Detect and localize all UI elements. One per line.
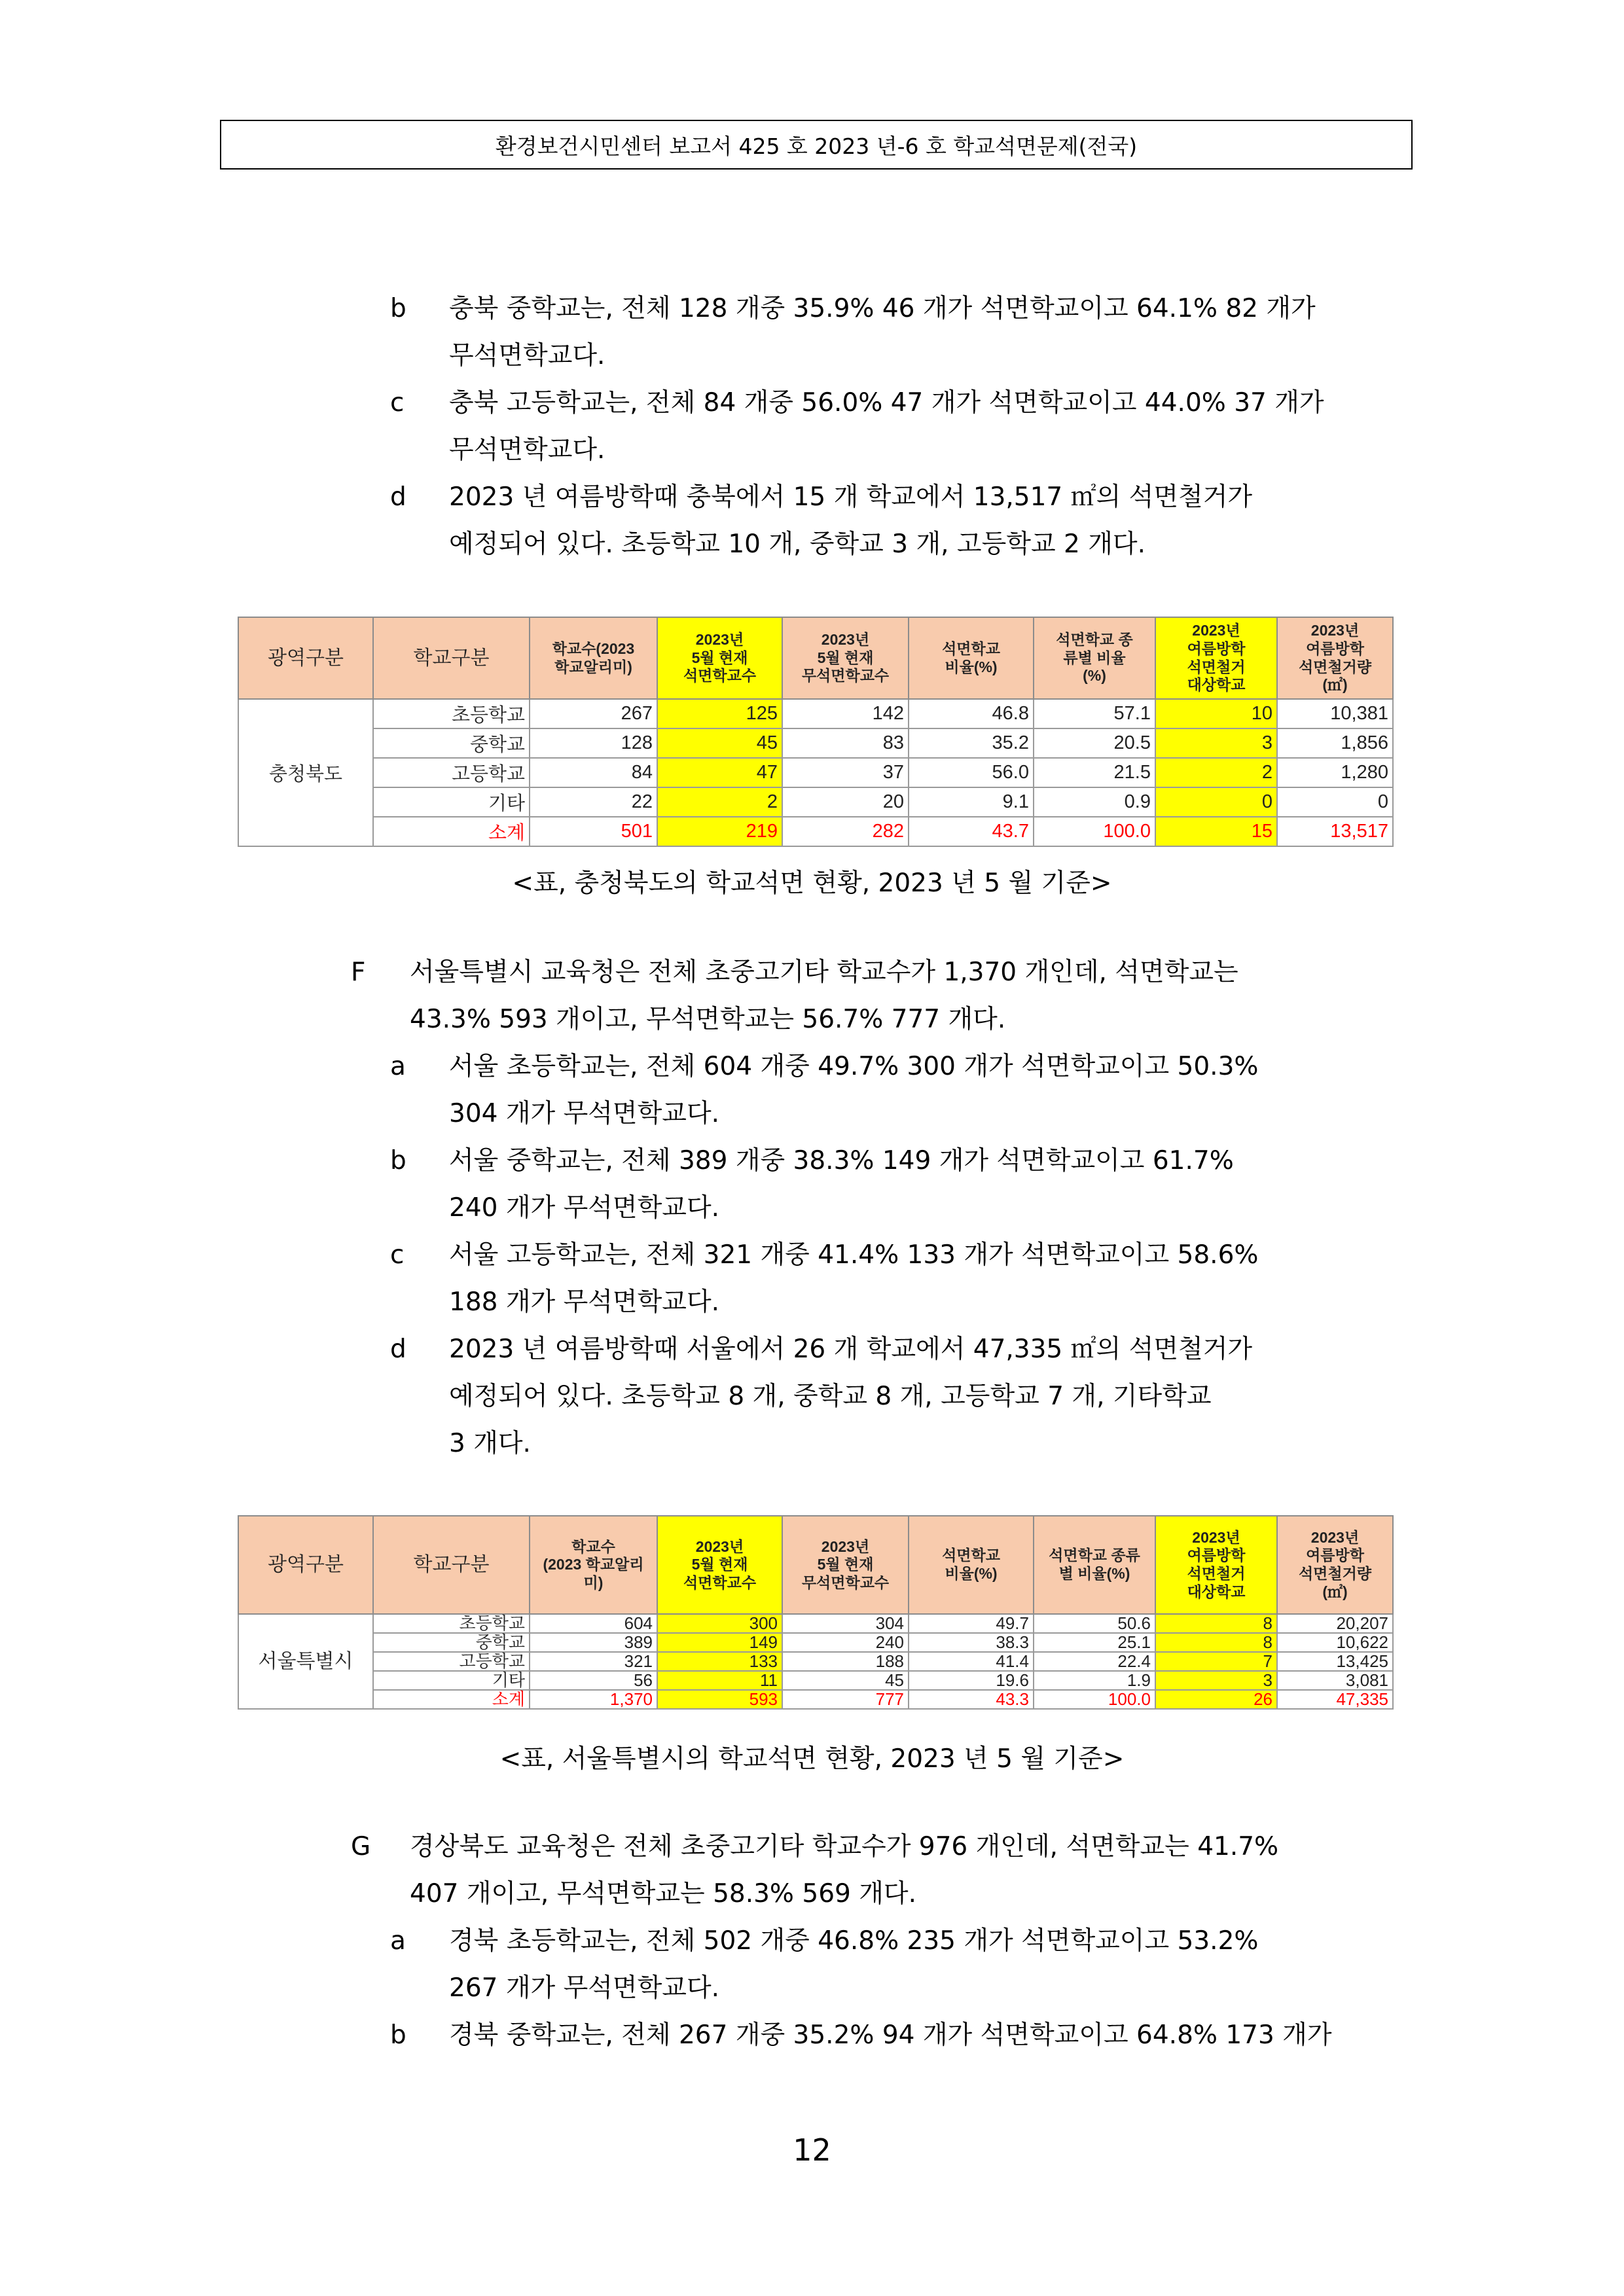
list-text-line: 188 개가 무석면학교다. <box>449 1287 720 1317</box>
table-cell: 125 <box>657 699 782 728</box>
table-cell: 22.4 <box>1034 1652 1155 1671</box>
table-cell: 3 <box>1155 1671 1277 1690</box>
table-cell: 2 <box>657 787 782 817</box>
table-cell: 소계 <box>373 817 530 846</box>
list-text-line: 240 개가 무석면학교다. <box>449 1193 720 1223</box>
table-cell: 1,856 <box>1277 728 1393 758</box>
table-cell: 777 <box>782 1690 909 1709</box>
col-header-asbestos-schools: 2023년 5월 현재 석면학교수 <box>657 1516 782 1614</box>
table1-caption: <표, 충청북도의 학교석면 현황, 2023 년 5 월 기준> <box>512 869 1112 898</box>
table-cell: 0 <box>1277 787 1393 817</box>
col-header-removal-area: 2023년 여름방학 석면철거량 (㎡) <box>1277 1516 1393 1614</box>
table-cell: 13,425 <box>1277 1652 1393 1671</box>
table-cell: 중학교 <box>373 728 530 758</box>
table-cell: 7 <box>1155 1652 1277 1671</box>
list-marker: a <box>390 1926 406 1956</box>
table-row <box>238 728 1393 758</box>
section-text-line: 407 개이고, 무석면학교는 58.3% 569 개다. <box>410 1879 916 1909</box>
table-cell: 26 <box>1155 1690 1277 1709</box>
section-text-line: 서울특별시 교육청은 전체 초중고기타 학교수가 1,370 개인데, 석면학교는 <box>410 958 1238 987</box>
table-cell: 소계 <box>373 1690 530 1709</box>
chungbuk-asbestos-table <box>238 617 1394 847</box>
list-text-line: 서울 고등학교는, 전체 321 개중 41.4% 133 개가 석면학교이고 58.6% <box>449 1240 1259 1270</box>
table-cell: 47 <box>657 758 782 787</box>
list-marker: b <box>390 2020 406 2050</box>
list-marker: b <box>390 294 406 323</box>
col-header-region: 광역구분 <box>238 617 373 699</box>
table-cell: 3 <box>1155 728 1277 758</box>
col-header-region: 광역구분 <box>238 1516 373 1614</box>
table-cell: 389 <box>530 1633 657 1652</box>
table-cell: 45 <box>657 728 782 758</box>
list-text-line: 충북 중학교는, 전체 128 개중 35.9% 46 개가 석면학교이고 64.1% 82 개가 <box>449 294 1316 323</box>
col-header-non-asbestos-schools: 2023년 5월 현재 무석면학교수 <box>782 617 909 699</box>
list-marker: c <box>390 1240 405 1270</box>
list-text-line: 서울 초등학교는, 전체 604 개중 49.7% 300 개가 석면학교이고 50.3% <box>449 1052 1259 1081</box>
col-header-school-type: 학교구분 <box>373 1516 530 1614</box>
col-header-school-type: 학교구분 <box>373 617 530 699</box>
table-cell: 2 <box>1155 758 1277 787</box>
list-text-line: 경북 중학교는, 전체 267 개중 35.2% 94 개가 석면학교이고 64.8% 173 개가 <box>449 2020 1332 2050</box>
table-cell: 240 <box>782 1633 909 1652</box>
list-text-line: 충북 고등학교는, 전체 84 개중 56.0% 47 개가 석면학교이고 44.0% 37 개가 <box>449 388 1324 418</box>
table-cell: 501 <box>530 817 657 846</box>
list-text-line: 267 개가 무석면학교다. <box>449 1973 720 2003</box>
table-cell: 21.5 <box>1034 758 1155 787</box>
table-cell: 43.7 <box>909 817 1034 846</box>
table-cell: 고등학교 <box>373 758 530 787</box>
section-marker: G <box>351 1832 371 1861</box>
table-cell: 100.0 <box>1034 817 1155 846</box>
page-number: 12 <box>793 2132 831 2168</box>
table-cell: 593 <box>657 1690 782 1709</box>
table-cell: 초등학교 <box>373 699 530 728</box>
table-cell: 10,381 <box>1277 699 1393 728</box>
list-text-line: 304 개가 무석면학교다. <box>449 1099 720 1128</box>
table-cell: 304 <box>782 1614 909 1633</box>
list-marker: c <box>390 388 405 418</box>
table2-caption: <표, 서울특별시의 학교석면 현황, 2023 년 5 월 기준> <box>499 1744 1125 1774</box>
table-cell: 219 <box>657 817 782 846</box>
table-cell: 282 <box>782 817 909 846</box>
table-cell: 300 <box>657 1614 782 1633</box>
list-text-line: 경북 초등학교는, 전체 502 개중 46.8% 235 개가 석면학교이고 53.2% <box>449 1926 1259 1956</box>
list-marker: b <box>390 1146 406 1175</box>
list-text-line: 3 개다. <box>449 1429 531 1458</box>
table-cell: 중학교 <box>373 1633 530 1652</box>
col-header-type-ratio: 석면학교 종류 별 비율(%) <box>1034 1516 1155 1614</box>
region-cell: 서울특별시 <box>238 1614 373 1709</box>
table-cell: 56 <box>530 1671 657 1690</box>
table-cell: 604 <box>530 1614 657 1633</box>
list-marker: a <box>390 1052 406 1081</box>
table-cell: 기타 <box>373 1671 530 1690</box>
table-cell: 100.0 <box>1034 1690 1155 1709</box>
table-cell: 47,335 <box>1277 1690 1393 1709</box>
table-cell: 1.9 <box>1034 1671 1155 1690</box>
table-row <box>238 699 1393 728</box>
table-row <box>238 758 1393 787</box>
list-text-line: 무석면학교다. <box>449 435 605 465</box>
table-cell: 188 <box>782 1652 909 1671</box>
table-row <box>238 1633 1393 1652</box>
table-cell: 3,081 <box>1277 1671 1393 1690</box>
col-header-asbestos-ratio: 석면학교 비율(%) <box>909 617 1034 699</box>
table-cell: 49.7 <box>909 1614 1034 1633</box>
table-cell: 128 <box>530 728 657 758</box>
table-cell: 1,370 <box>530 1690 657 1709</box>
col-header-asbestos-ratio: 석면학교 비율(%) <box>909 1516 1034 1614</box>
col-header-removal-schools: 2023년 여름방학 석면철거 대상학교 <box>1155 617 1277 699</box>
table-cell: 0.9 <box>1034 787 1155 817</box>
table-cell: 133 <box>657 1652 782 1671</box>
col-header-school-count: 학교수 (2023 학교알리 미) <box>530 1516 657 1614</box>
list-text-line: 서울 중학교는, 전체 389 개중 38.3% 149 개가 석면학교이고 61.7% <box>449 1146 1234 1175</box>
list-marker: d <box>390 1335 406 1364</box>
table-cell: 321 <box>530 1652 657 1671</box>
table-cell: 83 <box>782 728 909 758</box>
seoul-asbestos-table <box>238 1515 1394 1710</box>
table-cell: 35.2 <box>909 728 1034 758</box>
section-text-line: 경상북도 교육청은 전체 초중고기타 학교수가 976 개인데, 석면학교는 41.7% <box>410 1832 1279 1861</box>
table-cell: 20 <box>782 787 909 817</box>
table-cell: 38.3 <box>909 1633 1034 1652</box>
table-cell: 20,207 <box>1277 1614 1393 1633</box>
table-cell: 9.1 <box>909 787 1034 817</box>
list-text-line: 2023 년 여름방학때 서울에서 26 개 학교에서 47,335 ㎡의 석면철거가 <box>449 1335 1253 1364</box>
col-header-non-asbestos-schools: 2023년 5월 현재 무석면학교수 <box>782 1516 909 1614</box>
table-cell: 149 <box>657 1633 782 1652</box>
table-cell: 267 <box>530 699 657 728</box>
table-row <box>238 1671 1393 1690</box>
table-cell: 142 <box>782 699 909 728</box>
list-marker: d <box>390 482 406 512</box>
table-cell: 43.3 <box>909 1690 1034 1709</box>
table-cell: 8 <box>1155 1614 1277 1633</box>
table-cell: 0 <box>1155 787 1277 817</box>
table-cell: 50.6 <box>1034 1614 1155 1633</box>
list-text-line: 예정되어 있다. 초등학교 10 개, 중학교 3 개, 고등학교 2 개다. <box>449 529 1146 559</box>
section-marker: F <box>351 958 366 987</box>
table-cell: 기타 <box>373 787 530 817</box>
table-cell: 56.0 <box>909 758 1034 787</box>
table-row-subtotal <box>238 817 1393 846</box>
table-cell: 고등학교 <box>373 1652 530 1671</box>
table-cell: 10 <box>1155 699 1277 728</box>
table-cell: 22 <box>530 787 657 817</box>
table-cell: 84 <box>530 758 657 787</box>
list-text-line: 무석면학교다. <box>449 341 605 370</box>
table-cell: 46.8 <box>909 699 1034 728</box>
table-cell: 15 <box>1155 817 1277 846</box>
table-cell: 57.1 <box>1034 699 1155 728</box>
table-row-subtotal <box>238 1690 1393 1709</box>
table-cell: 초등학교 <box>373 1614 530 1633</box>
table-cell: 20.5 <box>1034 728 1155 758</box>
col-header-removal-schools: 2023년 여름방학 석면철거 대상학교 <box>1155 1516 1277 1614</box>
table-cell: 41.4 <box>909 1652 1034 1671</box>
col-header-school-count: 학교수(2023 학교알리미) <box>530 617 657 699</box>
table-cell: 19.6 <box>909 1671 1034 1690</box>
table-row <box>238 1614 1393 1633</box>
col-header-asbestos-schools: 2023년 5월 현재 석면학교수 <box>657 617 782 699</box>
table-cell: 13,517 <box>1277 817 1393 846</box>
report-header: 환경보건시민센터 보고서 425 호 2023 년-6 호 학교석면문제(전국) <box>220 120 1413 170</box>
table-cell: 25.1 <box>1034 1633 1155 1652</box>
table-cell: 45 <box>782 1671 909 1690</box>
table-cell: 8 <box>1155 1633 1277 1652</box>
table-cell: 1,280 <box>1277 758 1393 787</box>
table-row <box>238 1652 1393 1671</box>
section-text-line: 43.3% 593 개이고, 무석면학교는 56.7% 777 개다. <box>410 1005 1006 1034</box>
list-text-line: 예정되어 있다. 초등학교 8 개, 중학교 8 개, 고등학교 7 개, 기타학교 <box>449 1382 1212 1411</box>
table-cell: 10,622 <box>1277 1633 1393 1652</box>
table-row <box>238 787 1393 817</box>
table-cell: 37 <box>782 758 909 787</box>
col-header-removal-area: 2023년 여름방학 석면철거량 (㎡) <box>1277 617 1393 699</box>
region-cell: 충청북도 <box>238 699 373 846</box>
table-cell: 11 <box>657 1671 782 1690</box>
list-text-line: 2023 년 여름방학때 충북에서 15 개 학교에서 13,517 ㎡의 석면철거가 <box>449 482 1253 512</box>
col-header-type-ratio: 석면학교 종 류별 비율 (%) <box>1034 617 1155 699</box>
